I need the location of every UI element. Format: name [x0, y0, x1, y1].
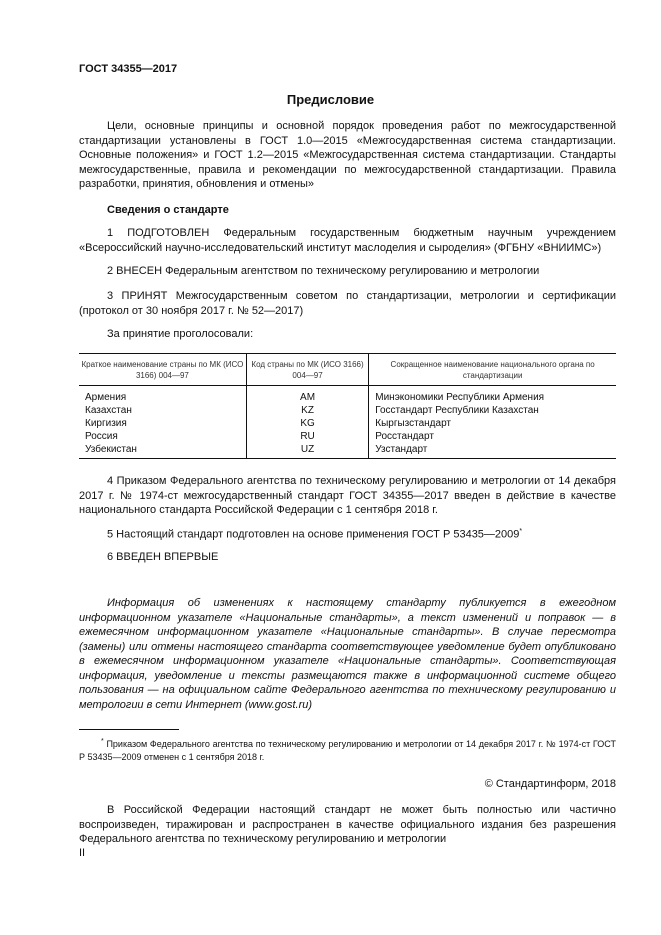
cell-code: KZ	[246, 404, 368, 417]
table-row	[79, 443, 616, 459]
cell-country: Узбекистан	[85, 444, 137, 455]
info-paragraph: Информация об изменениях к настоящему стандарту публикуется в ежегодном информационном указателе «Национальные стандарты», а текст изменений и поправок — в ежемесячном информационном указателе «Национальные стандарты». В случае пересмотра (замены) или отмены настоящего стандарта соответствующее уведомление будет опубликовано в ежемесячном информационном указателе «Национальные стандарты». Соответствующая информация, уведомление и тексты размещаются также в информационной системе общего пользования — на официальном сайте Федерального агентства по техническому регулированию и метрологии в сети Интернет (www.gost.ru)	[79, 597, 616, 711]
item-2: 2 ВНЕСЕН Федеральным агентством по техническому регулированию и метрологии	[107, 265, 540, 277]
footnote-divider	[79, 729, 179, 730]
copyright: © Стандартинформ, 2018	[484, 778, 616, 790]
header-code: Код страны по МК (ИСО 3166) 004—97	[246, 354, 368, 386]
footnote	[79, 735, 616, 764]
cell-body: Росстандарт	[375, 431, 434, 442]
document-id: ГОСТ 34355—2017	[79, 63, 178, 75]
cell-body: Узстандарт	[375, 444, 428, 455]
item-3: 3 ПРИНЯТ Межгосударственным советом по стандартизации, метрологии и сертификации (протокол от 30 ноября 2017 г. № 52—2017)	[79, 290, 616, 317]
cell-code: KG	[246, 417, 368, 430]
rights-paragraph: В Российской Федерации настоящий стандарт не может быть полностью или частично воспроизведен, тиражирован и распространен в качестве официального издания без разрешения Федерального агентства по техническому регулированию и метрологии	[79, 804, 616, 845]
cell-country: Россия	[85, 431, 118, 442]
cell-body: Минэкономики Республики Армения	[375, 392, 545, 403]
footnote-text: Приказом Федерального агентства по техническому регулированию и метрологии от 14 декабря 2017 г. № 1974-ст ГОСТ Р 53435—2009 отменен с 1 сентября 2018 г.	[79, 739, 616, 762]
cell-code: UZ	[246, 443, 368, 459]
footnote-mark: *	[101, 738, 104, 745]
item-5-text: 5 Настоящий стандарт подготовлен на основе применения ГОСТ Р 53435—2009	[107, 528, 520, 541]
table-header-row	[79, 354, 616, 386]
cell-country: Киргизия	[85, 418, 127, 429]
table-row	[79, 404, 616, 417]
cell-country: Армения	[85, 392, 127, 403]
header-body: Сокращенное наименование национального органа по стандартизации	[369, 354, 616, 386]
cell-code: AM	[246, 386, 368, 405]
cell-body: Кыргызстандарт	[375, 418, 452, 429]
cell-code: RU	[246, 430, 368, 443]
footnote-ref: *	[519, 528, 523, 535]
header-country: Краткое наименование страны по МК (ИСО 3166) 004—97	[79, 354, 246, 386]
item-5	[79, 525, 616, 542]
section-heading: Сведения о стандарте	[107, 204, 229, 216]
item-4: 4 Приказом Федерального агентства по техническому регулированию и метрологии от 14 декабря 2017 г. № 1974-ст межгосударственный стандарт ГОСТ 34355—2017 введен в действие в качестве национального стандарта Российской Федерации с 1 сентября 2018 г.	[79, 475, 616, 516]
cell-body: Госстандарт Республики Казахстан	[375, 405, 539, 416]
cell-country: Казахстан	[85, 405, 132, 416]
vote-label: За принятие проголосовали:	[107, 328, 254, 340]
voting-table	[79, 353, 616, 459]
table-row	[79, 430, 616, 443]
page-title: Предисловие	[286, 92, 375, 107]
page-number: II	[79, 847, 86, 859]
item-6: 6 ВВЕДЕН ВПЕРВЫЕ	[107, 551, 219, 563]
table-row	[79, 417, 616, 430]
item-1: 1 ПОДГОТОВЛЕН Федеральным государственным бюджетным научным учреждением «Всероссийский научно-исследовательский институт маслоделия и сыроделия» (ФГБНУ «ВНИИМС»)	[79, 227, 616, 254]
intro-paragraph: Цели, основные принципы и основной порядок проведения работ по межгосударственной стандартизации установлены в ГОСТ 1.0—2015 «Межгосударственная система стандартизации. Основные положения» и ГОСТ 1.2—2015 «Межгосударственная система стандартизации. Стандарты межгосударственные, правила и рекомендации по межгосударственной стандартизации. Правила разработки, принятия, обновления и отмены»	[79, 120, 616, 190]
table-row	[79, 386, 616, 405]
